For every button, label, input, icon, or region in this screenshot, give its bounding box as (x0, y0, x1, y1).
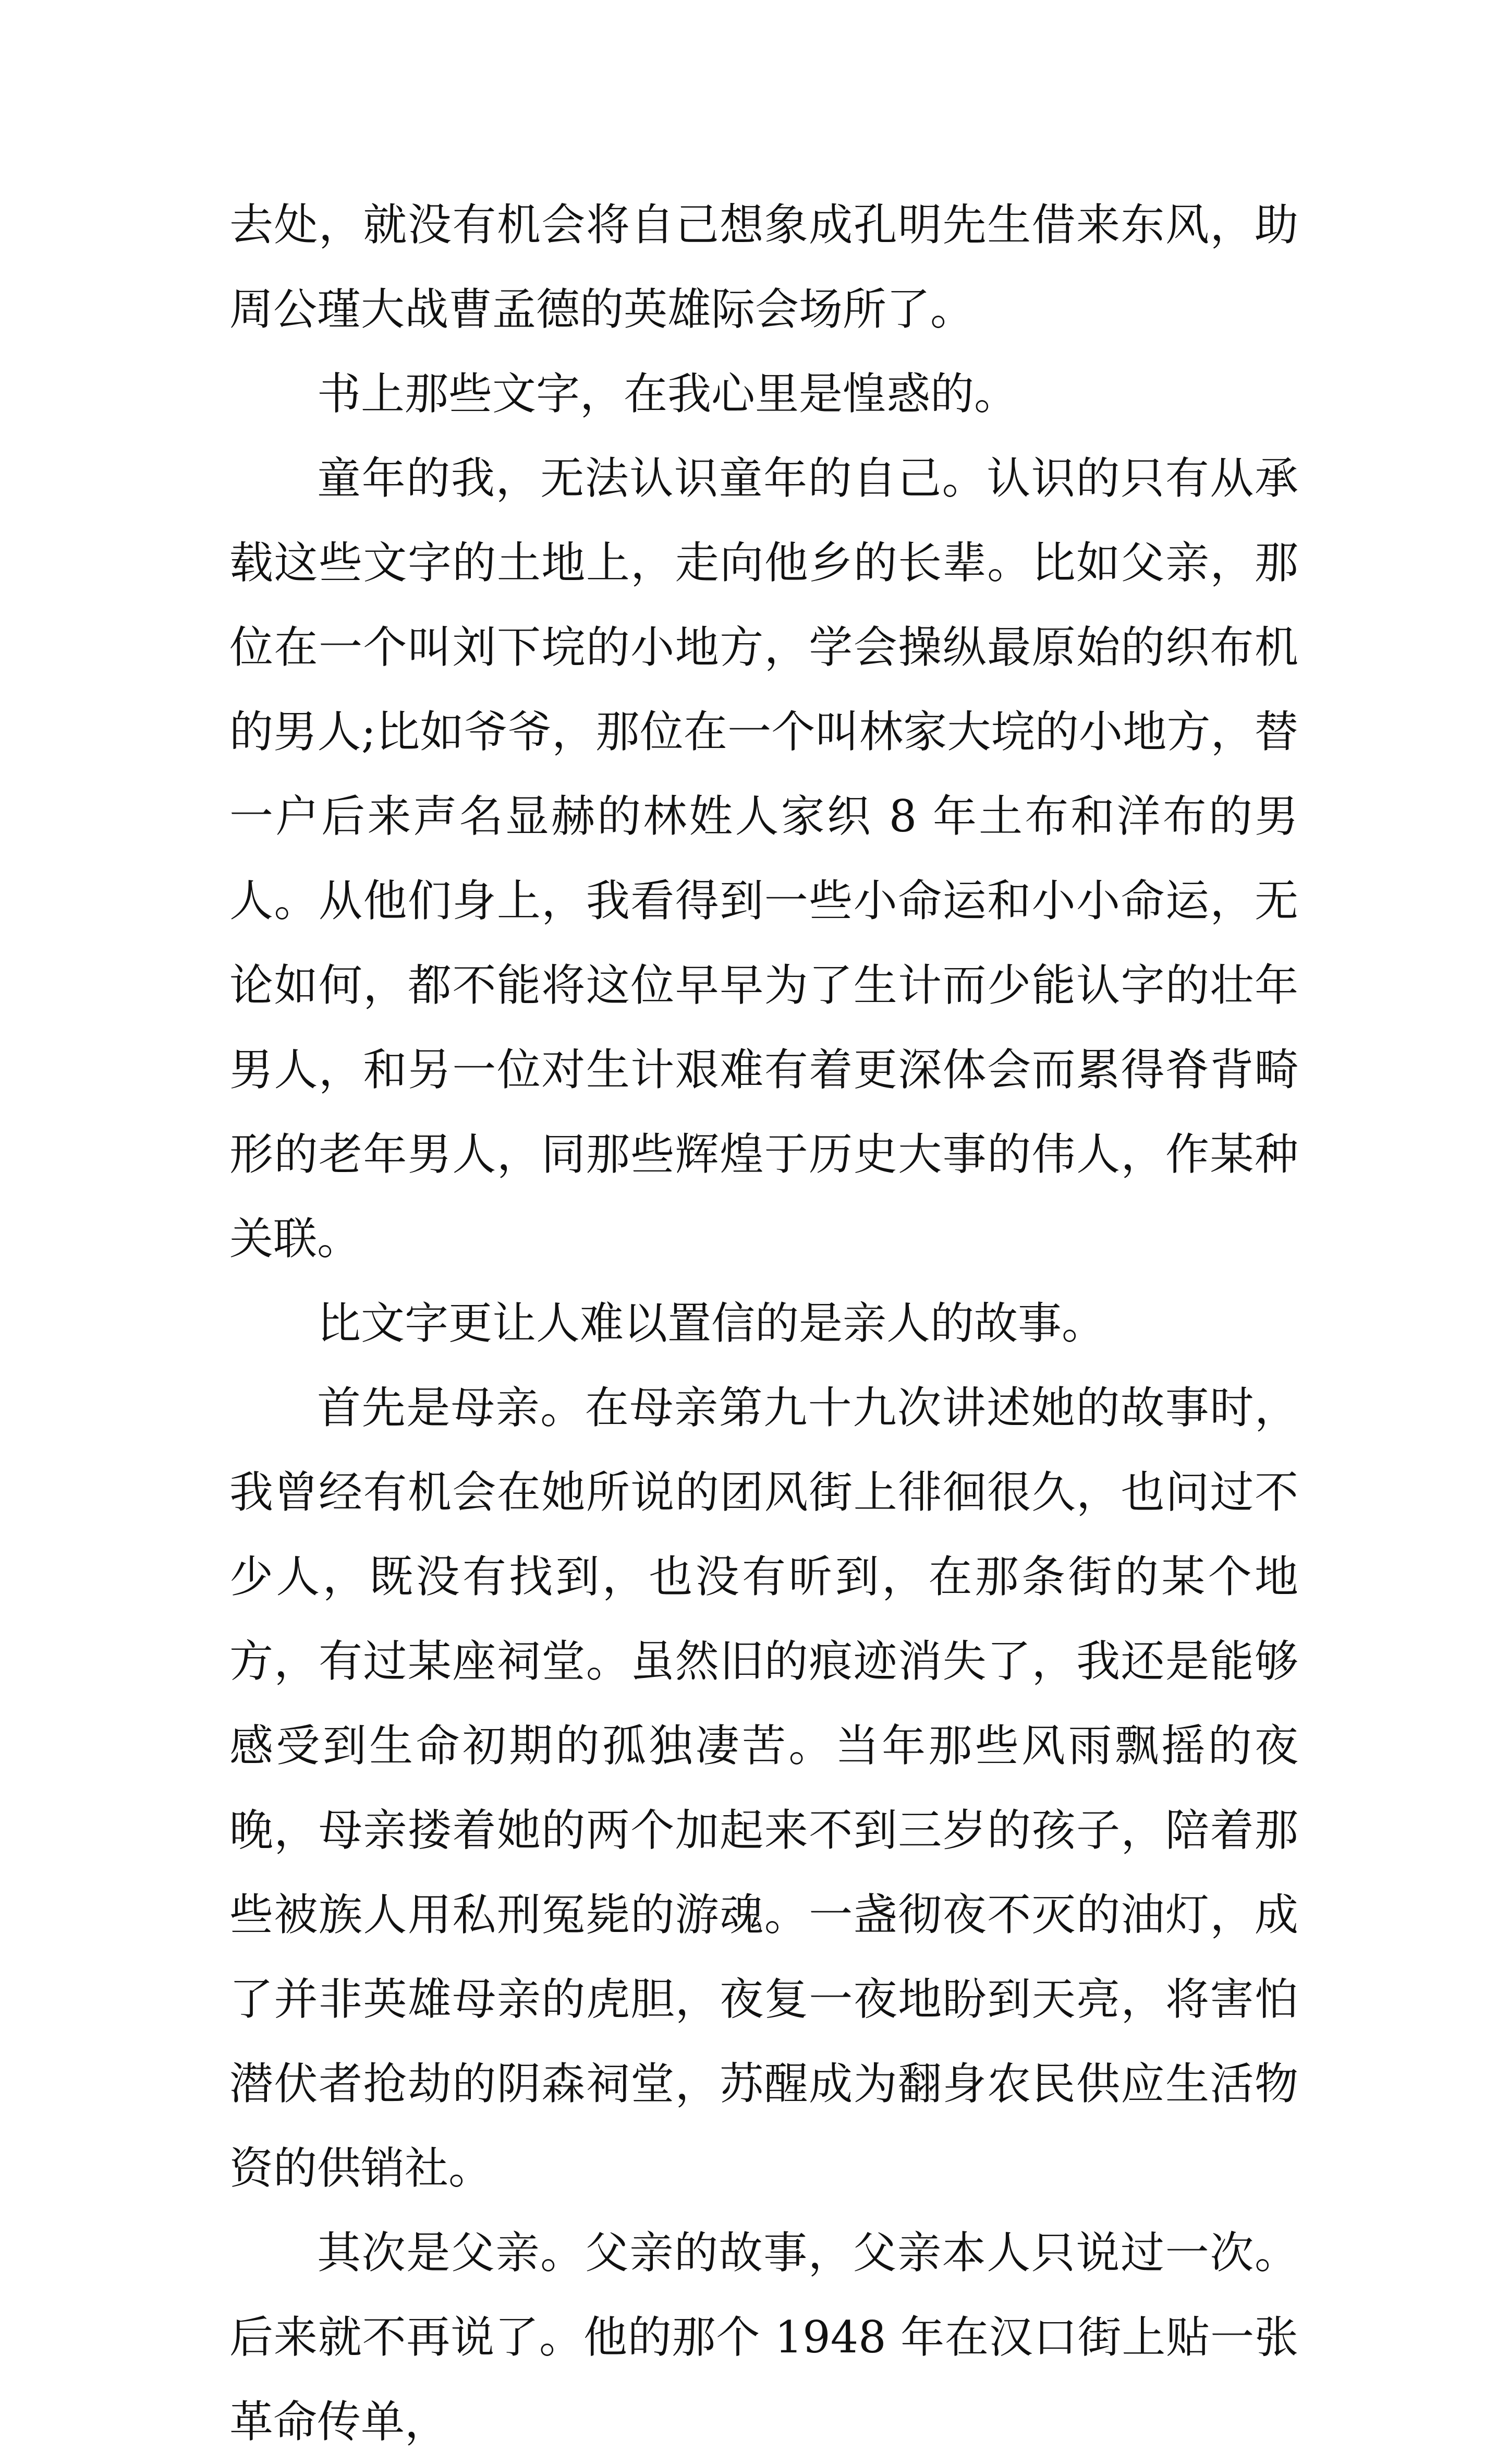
paragraph: 书上那些文字，在我心里是惶惑的。 (317, 368, 1018, 419)
paragraph: 去处，就没有机会将自己想象成孔明先生借来东风，助周公瑾大战曹孟德的英雄际会场所了。 (229, 199, 1298, 335)
body-text (229, 183, 1298, 2464)
paragraph: 童年的我，无法认识童年的自己。认识的只有从承载这些文字的土地上，走向他乡的长辈。比如父亲，那位在一个叫刘下垸的小地方，学会操纵最原始的织布机的男人;比如爷爷，那位在一个叫林家大垸的小地方，替一户后来声名显赫的林姓人家织 8 年土布和洋布的男人。从他们身上，我看得到一些小命运和小小命运，无论如何，都不能将这位早早为了生计而少能认字的壮年男人，和另一位对生计艰难有着更深体会而累得脊背畸形的老年男人，同那些辉煌于历史大事的伟人，作某种关联。 (229, 453, 1298, 1264)
paragraph: 比文字更让人难以置信的是亲人的故事。 (317, 1298, 1106, 1349)
paragraph: 首先是母亲。在母亲第九十九次讲述她的故事时，我曾经有机会在她所说的团风街上徘徊很久，也问过不少人，既没有找到，也没有昕到，在那条街的某个地方，有过某座祠堂。虽然旧的痕迹消失了，我还是能够感受到生命初期的孤独凄苦。当年那些风雨飘摇的夜晚，母亲搂着她的两个加起来不到三岁的孩子，陪着那些被族人用私刑冤毙的游魂。一盏彻夜不灭的油灯，成了并非英雄母亲的虎胆，夜复一夜地盼到天亮，将害怕潜伏者抢劫的阴森祠堂，苏醒成为翻身农民供应生活物资的供销社。 (229, 1382, 1298, 2194)
paragraph: 其次是父亲。父亲的故事，父亲本人只说过一次。后来就不再说了。他的那个 1948 年在汉口街上贴一张革命传单， (229, 2227, 1298, 2447)
